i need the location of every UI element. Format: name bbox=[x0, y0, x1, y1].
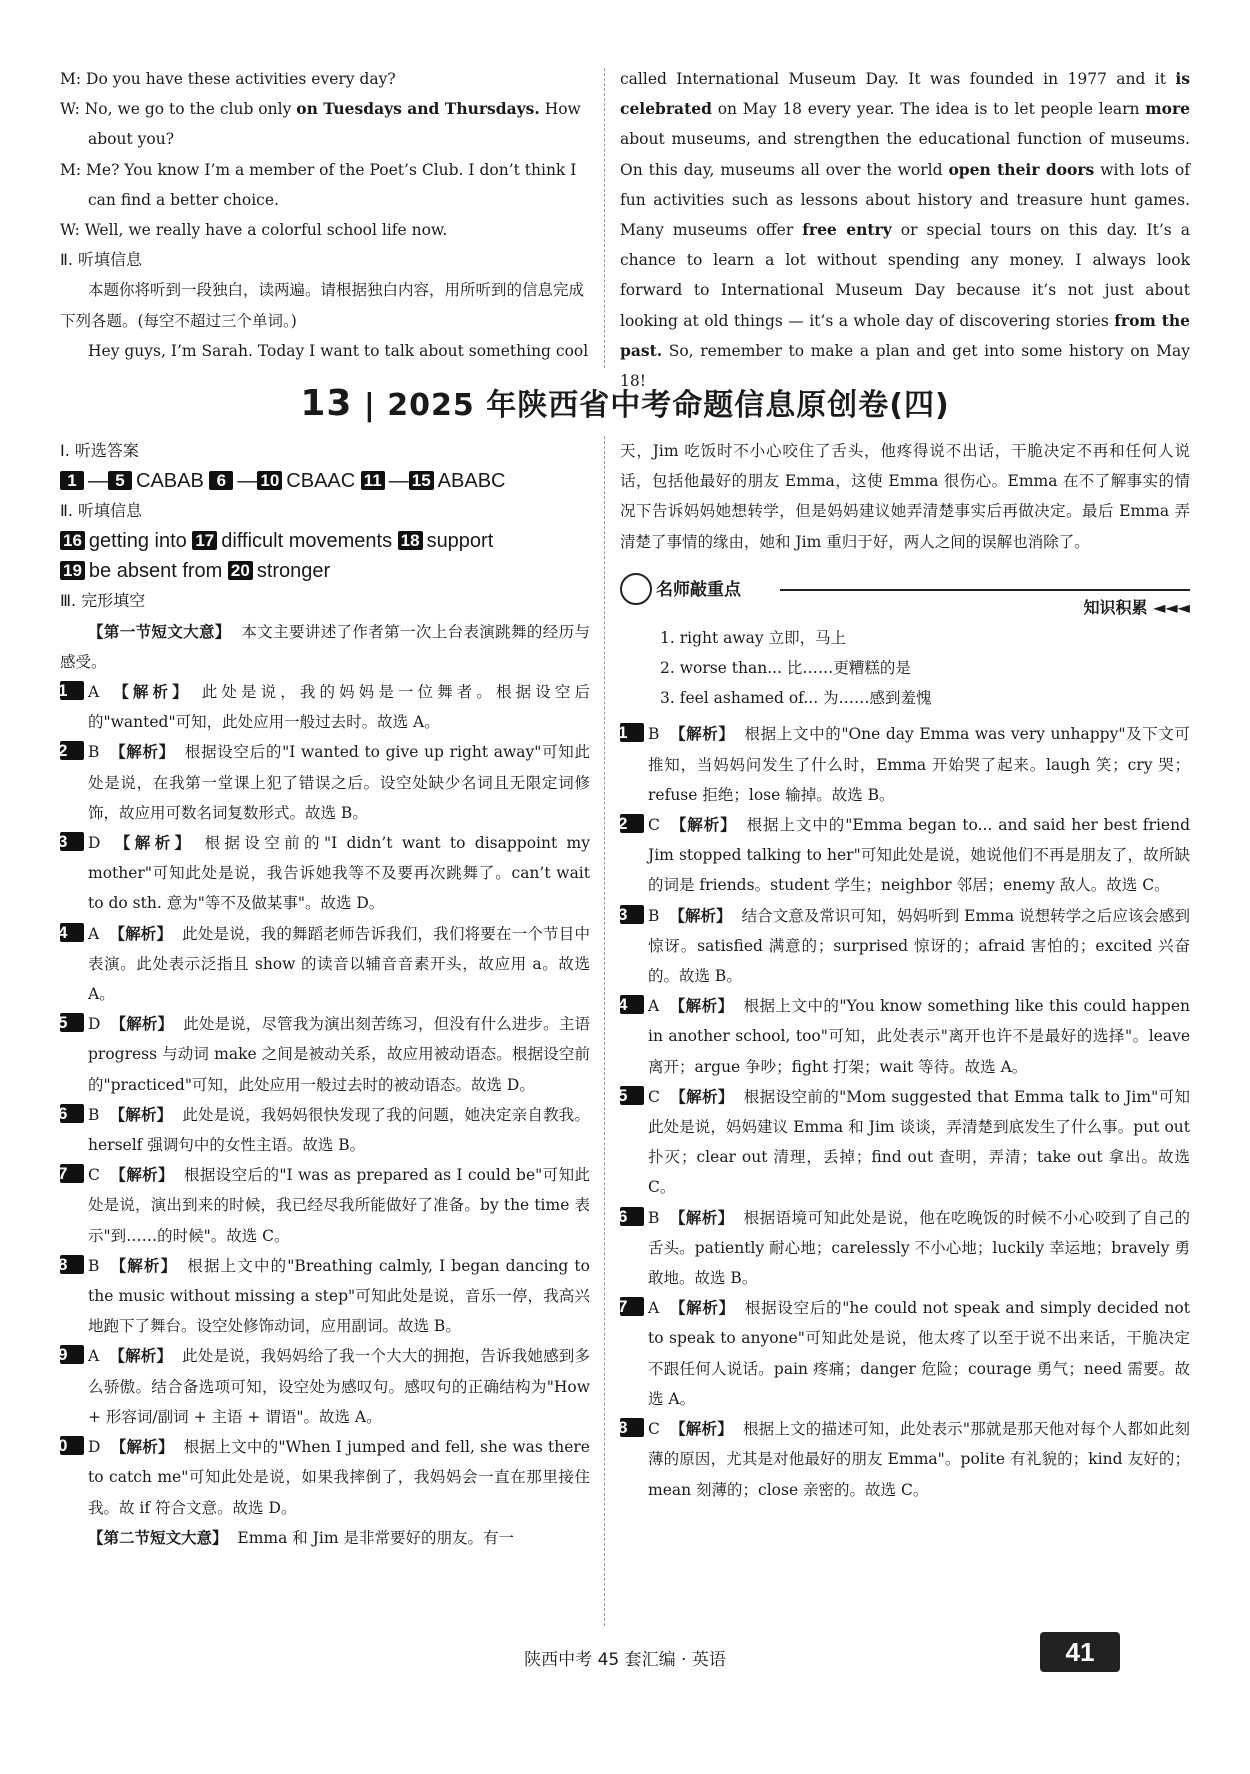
answer-letter: B bbox=[648, 1208, 660, 1227]
question-number: 21 bbox=[60, 681, 84, 700]
question-number: 32 bbox=[620, 814, 644, 833]
title-separator: | bbox=[363, 388, 388, 423]
explanation-item bbox=[608, 1203, 1190, 1294]
answer-letter: C bbox=[88, 1166, 100, 1185]
explanation-text: 根据上文中的"Emma began to... and said her best friend Jim stopped talking to her"可知此处是说，她说他们不再是朋友了，故所缺的词是 friends。student 学生；neighbor 邻居；enemy 敌人。故选 C。 bbox=[648, 816, 1190, 895]
section-heading: Ⅱ. 听填信息 bbox=[60, 501, 143, 521]
page-number: 41 bbox=[1040, 1632, 1120, 1672]
analysis-tag: 【解析】 bbox=[109, 742, 175, 762]
analysis-tag: 【解析】 bbox=[109, 1104, 173, 1124]
line-text: Well, we really have a colorful school life now. bbox=[84, 221, 448, 240]
answer-value: support bbox=[426, 530, 494, 553]
key-points-box bbox=[620, 571, 1190, 714]
explanation-text: 根据上文中的"You know something like this could happen in another school, too"可知，此处表示"离开也许不是最好的选择"。leave 离开；argue 争吵；fight 打架；wait 等待。故选 A。 bbox=[648, 997, 1190, 1076]
answer-letter: D bbox=[88, 1015, 101, 1034]
line-text: No, we go to the club only bbox=[84, 100, 297, 119]
analysis-tag: 【解析】 bbox=[110, 833, 195, 853]
answer-value: getting into bbox=[88, 530, 193, 553]
range-dash: — bbox=[88, 470, 108, 493]
question-number: 1 bbox=[60, 471, 84, 490]
knowledge-item: 3. feel ashamed of... 为……感到羞愧 bbox=[660, 689, 932, 708]
explanation-text: 此处是说，我的妈妈是一位舞者。根据设空后的"wanted"可知，此处应用一般过去时。故选 A。 bbox=[88, 683, 590, 732]
explanation-item bbox=[48, 737, 590, 828]
passage-segment: called International Museum Day. It was founded in 1977 and it bbox=[620, 70, 1176, 88]
left-explanations bbox=[48, 677, 590, 1523]
answer-value: ABABC bbox=[437, 470, 506, 493]
summary-text-start: Emma 和 Jim 是非常要好的朋友。有一 bbox=[237, 1528, 514, 1547]
question-number: 18 bbox=[398, 531, 423, 550]
line-text: How about you? bbox=[88, 100, 581, 149]
explanation-item bbox=[48, 919, 590, 1010]
question-number: 36 bbox=[620, 1207, 644, 1226]
analysis-tag: 【解析】 bbox=[669, 1207, 734, 1227]
question-number: 27 bbox=[60, 1164, 84, 1183]
explanation-item bbox=[608, 901, 1190, 992]
answer-value: CABAB bbox=[136, 470, 210, 493]
bold-text: more bbox=[1145, 99, 1190, 119]
dialogue-line bbox=[60, 64, 590, 94]
analysis-tag: 【解析】 bbox=[109, 1165, 174, 1185]
analysis-tag: 【解析】 bbox=[669, 1419, 733, 1439]
passage-summary-1 bbox=[60, 617, 590, 677]
question-number: 23 bbox=[60, 832, 84, 851]
question-number: 33 bbox=[620, 905, 644, 924]
footer: 陕西中考 45 套汇编 · 英语 bbox=[524, 1650, 726, 1670]
analysis-tag: 【解析】 bbox=[669, 905, 732, 925]
dialogue-line bbox=[60, 155, 590, 215]
title-number: 13 bbox=[300, 383, 353, 424]
answer-letter: B bbox=[88, 1256, 100, 1275]
explanation-text: 根据上文的描述可知，此处表示"那就是那天他对每个人都如此刻薄的原因，尤其是对他最好的朋友 Emma"。polite 有礼貌的；kind 友好的；mean 刻薄的；close 亲密的。故选 C。 bbox=[648, 1420, 1190, 1499]
analysis-tag: 【解析】 bbox=[109, 1255, 178, 1275]
answer-letter: B bbox=[88, 743, 100, 762]
question-number: 30 bbox=[60, 1436, 84, 1455]
passage-segment: on May 18 every year. The idea is to let people learn bbox=[711, 100, 1146, 119]
bold-text: on Tuesdays and Thursdays. bbox=[296, 99, 540, 119]
speaker: M: bbox=[60, 70, 87, 88]
question-number: 6 bbox=[209, 471, 233, 490]
bold-text: open their doors bbox=[948, 159, 1095, 179]
speaker: W: bbox=[60, 221, 85, 240]
top-left-column bbox=[60, 64, 590, 366]
line-text: Me? You know I’m a member of the Poet’s Club. I don’t think I can find a better choice. bbox=[86, 160, 577, 209]
explanation-text: 根据上文中的"When I jumped and fell, she was there to catch me"可知此处是说，如果我摔倒了，我妈妈会一直在那里接住我。故 if 符合文意。故选 D。 bbox=[88, 1438, 590, 1517]
question-number: 37 bbox=[620, 1297, 644, 1316]
question-number: 11 bbox=[361, 471, 385, 490]
summary-heading: 【第一节短文大意】 bbox=[88, 621, 231, 641]
answer-letter: B bbox=[88, 1105, 100, 1124]
explanation-item bbox=[608, 719, 1190, 810]
column-divider bbox=[604, 436, 605, 1626]
summary-continuation: 天，Jim 吃饭时不小心咬住了舌头，他疼得说不出话，干脆决定不再和任何人说话，包括他最好的朋友 Emma，这使 Emma 很伤心。Emma 在不了解事实的情况下告诉妈妈她想转学，但是妈妈建议她弄清楚事实后再做决定。最后 Emma 弄清楚了事情的缘由，她和 Jim 重归于好，两人之间的误解也消除了。 bbox=[620, 442, 1190, 551]
instruction-text: 本题你将听到一段独白，读两遍。请根据独白内容，用所听到的信息完成下列各题。(每空不超过三个单词。) bbox=[60, 281, 585, 330]
question-number: 24 bbox=[60, 923, 84, 942]
question-number: 16 bbox=[60, 531, 85, 550]
range-dash: — bbox=[388, 470, 409, 493]
answer-letter: A bbox=[88, 1347, 100, 1366]
summary-text: 本文主要讲述了作者第一次上台表演跳舞的经历与感受。 bbox=[60, 622, 590, 671]
analysis-tag: 【解析】 bbox=[109, 682, 192, 702]
answer-letter: A bbox=[648, 997, 660, 1016]
passage-summary-2 bbox=[60, 1523, 590, 1553]
section-heading: Ⅲ. 完形填空 bbox=[60, 591, 146, 611]
question-number: 31 bbox=[620, 723, 644, 742]
answer-letter: D bbox=[88, 834, 101, 853]
question-number: 35 bbox=[620, 1086, 644, 1105]
explanation-text: 根据设空后的"he could not speak and simply decided not to speak to anyone"可知此处是说，他太疼了以至于说不出来话，干脆决定不跟任何人说话。pain 疼痛；danger 危险；courage 勇气；need 需要。故选 A。 bbox=[648, 1299, 1190, 1408]
answer-letter: A bbox=[648, 1299, 660, 1318]
analysis-tag: 【解析】 bbox=[110, 1437, 174, 1457]
answer-letter: D bbox=[88, 1438, 101, 1457]
box-title: 名师敲重点 bbox=[656, 579, 741, 600]
analysis-tag: 【解析】 bbox=[669, 1086, 734, 1106]
knowledge-item: 1. right away 立即，马上 bbox=[660, 628, 847, 647]
explanation-item bbox=[608, 1293, 1190, 1414]
answer-row bbox=[60, 466, 590, 496]
bold-text: from the past. bbox=[620, 310, 1190, 360]
question-number: 29 bbox=[60, 1345, 84, 1364]
range-dash: — bbox=[237, 470, 258, 493]
explanation-item bbox=[608, 810, 1190, 901]
lower-left-column bbox=[48, 436, 590, 1553]
speaker: W: bbox=[60, 100, 85, 119]
question-number: 15 bbox=[409, 471, 434, 490]
question-number: 28 bbox=[60, 1255, 84, 1274]
question-number: 22 bbox=[60, 741, 84, 760]
explanation-item bbox=[48, 677, 590, 737]
answer-value: stronger bbox=[256, 560, 331, 583]
explanation-text: 根据设空前的"Mom suggested that Emma talk to Jim"可知此处是说，妈妈建议 Emma 和 Jim 谈谈，弄清楚到底发生了什么事。put out 扑灭；clear out 清理，丢掉；find out 查明，弄清；take out 拿出。故选 C。 bbox=[648, 1087, 1190, 1197]
explanation-text: 结合文意及常识可知，妈妈听到 Emma 说想转学之后应该会感到惊讶。satisfied 满意的；surprised 惊讶的；afraid 害怕的；excited 兴奋的。故选 B。 bbox=[648, 906, 1190, 986]
explanation-item bbox=[608, 991, 1190, 1082]
explanation-text: 根据设空前的"I didn’t want to disappoint my mother"可知此处是说，我告诉她我等不及要再次跳舞了。can’t wait to do sth. 意为"等不及做某事"。故选 D。 bbox=[88, 834, 590, 913]
explanation-text: 根据设空后的"I wanted to give up right away"可知此处是说，在我第一堂课上犯了错误之后。设空处缺少名词且无限定词修饰，故应用可数名词复数形式。故选 B。 bbox=[88, 743, 590, 822]
question-number: 20 bbox=[228, 561, 253, 580]
explanation-text: 此处是说，我妈妈给了我一个大大的拥抱，告诉我她感到多么骄傲。结合备选项可知，设空处为感叹句。感叹句的正确结构为"How + 形容词/副词 + 主语 + 谓语"。故选 A。 bbox=[88, 1347, 590, 1426]
answer-value: CBAAC bbox=[286, 470, 361, 493]
box-subtitle: 知识积累 ◄◄◄ bbox=[1083, 597, 1190, 617]
box-rule bbox=[780, 589, 1190, 591]
explanation-text: 此处是说，我的舞蹈老师告诉我们，我们将要在一个节目中表演。此处表示泛指且 show 的读音以辅音音素开头，故应用 a。故选 A。 bbox=[88, 924, 590, 1004]
answer-letter: C bbox=[648, 1087, 660, 1106]
passage-segment: about museums, and strengthen the educational function of museums. On this day, museums all over the world bbox=[620, 130, 1190, 179]
right-explanations bbox=[608, 719, 1190, 1504]
answer-letter: A bbox=[88, 683, 100, 702]
passage-segment: or special tours on this day. It’s a chance to learn a lot without spending any money. I always look forward to International Museum Day because it’s not just about looking at old things — it’s a whole day of discovering stories bbox=[620, 221, 1190, 330]
explanation-item bbox=[48, 828, 590, 919]
section-heading: Ⅱ. 听填信息 bbox=[60, 250, 143, 270]
analysis-tag: 【解析】 bbox=[110, 1014, 174, 1034]
answer-letter: C bbox=[648, 816, 660, 835]
teacher-icon bbox=[620, 573, 652, 605]
explanation-item bbox=[48, 1100, 590, 1160]
summary-heading: 【第二节短文大意】 bbox=[88, 1527, 228, 1547]
dialogue-line bbox=[60, 215, 590, 245]
explanation-text: 根据语境可知此处是说，他在吃晚饭的时候不小心咬到了自己的舌头。patiently 耐心地；carelessly 不小心地；luckily 幸运地；bravely 勇敢地。故选 B。 bbox=[648, 1208, 1190, 1288]
bold-text: is celebrated bbox=[620, 69, 1190, 119]
explanation-item bbox=[608, 1082, 1190, 1203]
bold-text: free entry bbox=[802, 220, 892, 240]
explanation-item bbox=[48, 1432, 590, 1523]
column-divider bbox=[604, 68, 605, 368]
knowledge-item: 2. worse than... 比……更糟糕的是 bbox=[660, 659, 911, 678]
question-number: 5 bbox=[108, 471, 132, 490]
analysis-tag: 【解析】 bbox=[669, 815, 737, 835]
analysis-tag: 【解析】 bbox=[109, 1346, 173, 1366]
answer-letter: B bbox=[648, 906, 660, 925]
dialogue bbox=[60, 64, 590, 245]
analysis-tag: 【解析】 bbox=[669, 996, 734, 1016]
explanation-item bbox=[48, 1341, 590, 1432]
line-text: Do you have these activities every day? bbox=[86, 70, 396, 88]
passage-segment: with lots of fun activities such as lessons about history and treasure hunt games. Many museums offer bbox=[620, 160, 1190, 240]
question-number: 38 bbox=[620, 1418, 644, 1437]
answer-value: difficult movements bbox=[221, 530, 398, 553]
page-title bbox=[0, 380, 1250, 424]
dialogue-line bbox=[60, 94, 590, 154]
explanation-text: 此处是说，尽管我为演出刻苦练习，但没有什么进步。主语 progress 与动词 make 之间是被动关系，故应用被动语态。根据设空前的"practiced"可知，此处应用一般过去时的被动语态。故选 D。 bbox=[88, 1015, 590, 1094]
title-text: 2025 年陕西省中考命题信息原创卷(四) bbox=[387, 388, 950, 423]
question-number: 10 bbox=[257, 471, 282, 490]
explanation-text: 此处是说，我妈妈很快发现了我的问题，她决定亲自教我。herself 强调句中的女性主语。故选 B。 bbox=[88, 1105, 590, 1155]
question-number: 34 bbox=[620, 995, 644, 1014]
section-heading: Ⅰ. 听选答案 bbox=[60, 441, 139, 460]
answer-letter: B bbox=[648, 725, 660, 744]
explanation-item bbox=[48, 1251, 590, 1342]
question-number: 19 bbox=[60, 561, 85, 580]
question-number: 26 bbox=[60, 1104, 84, 1123]
answer-value: be absent from bbox=[88, 560, 228, 583]
analysis-tag: 【解析】 bbox=[669, 1298, 735, 1318]
answer-letter: C bbox=[648, 1420, 660, 1439]
passage-text bbox=[620, 64, 1190, 396]
answer-letter: A bbox=[88, 924, 100, 943]
fill-answers bbox=[60, 526, 590, 586]
analysis-tag: 【解析】 bbox=[669, 724, 735, 744]
explanation-item bbox=[608, 1414, 1190, 1505]
explanation-text: 根据上文中的"One day Emma was very unhappy"及下文可推知，当妈妈问发生了什么时，Emma 开始哭了起来。laugh 笑；cry 哭；refuse 拒绝；lose 输掉。故选 B。 bbox=[648, 725, 1190, 804]
question-number: 17 bbox=[192, 531, 217, 550]
passage-start: Hey guys, I’m Sarah. Today I want to talk about something cool bbox=[88, 341, 589, 360]
question-number: 25 bbox=[60, 1013, 84, 1032]
top-right-column bbox=[620, 64, 1190, 396]
explanation-text: 根据设空后的"I was as prepared as I could be"可知此处是说，演出到来的时候，我已经尽我所能做好了准备。by the time 表示"到……的时候"。故选 C。 bbox=[88, 1166, 590, 1245]
explanation-item bbox=[48, 1160, 590, 1251]
passage-segment: So, remember to make a plan and get into some history on May 18! bbox=[620, 341, 1190, 391]
explanation-item bbox=[48, 1009, 590, 1100]
explanation-text: 根据上文中的"Breathing calmly, I began dancing to the music without missing a step"可知此处是说，音乐一停，我高兴地跑下了舞台。设空处修饰动词，应用副词。故选 B。 bbox=[88, 1256, 590, 1336]
lower-right-column bbox=[608, 436, 1190, 1505]
speaker: M: bbox=[60, 160, 87, 179]
analysis-tag: 【解析】 bbox=[109, 923, 173, 943]
